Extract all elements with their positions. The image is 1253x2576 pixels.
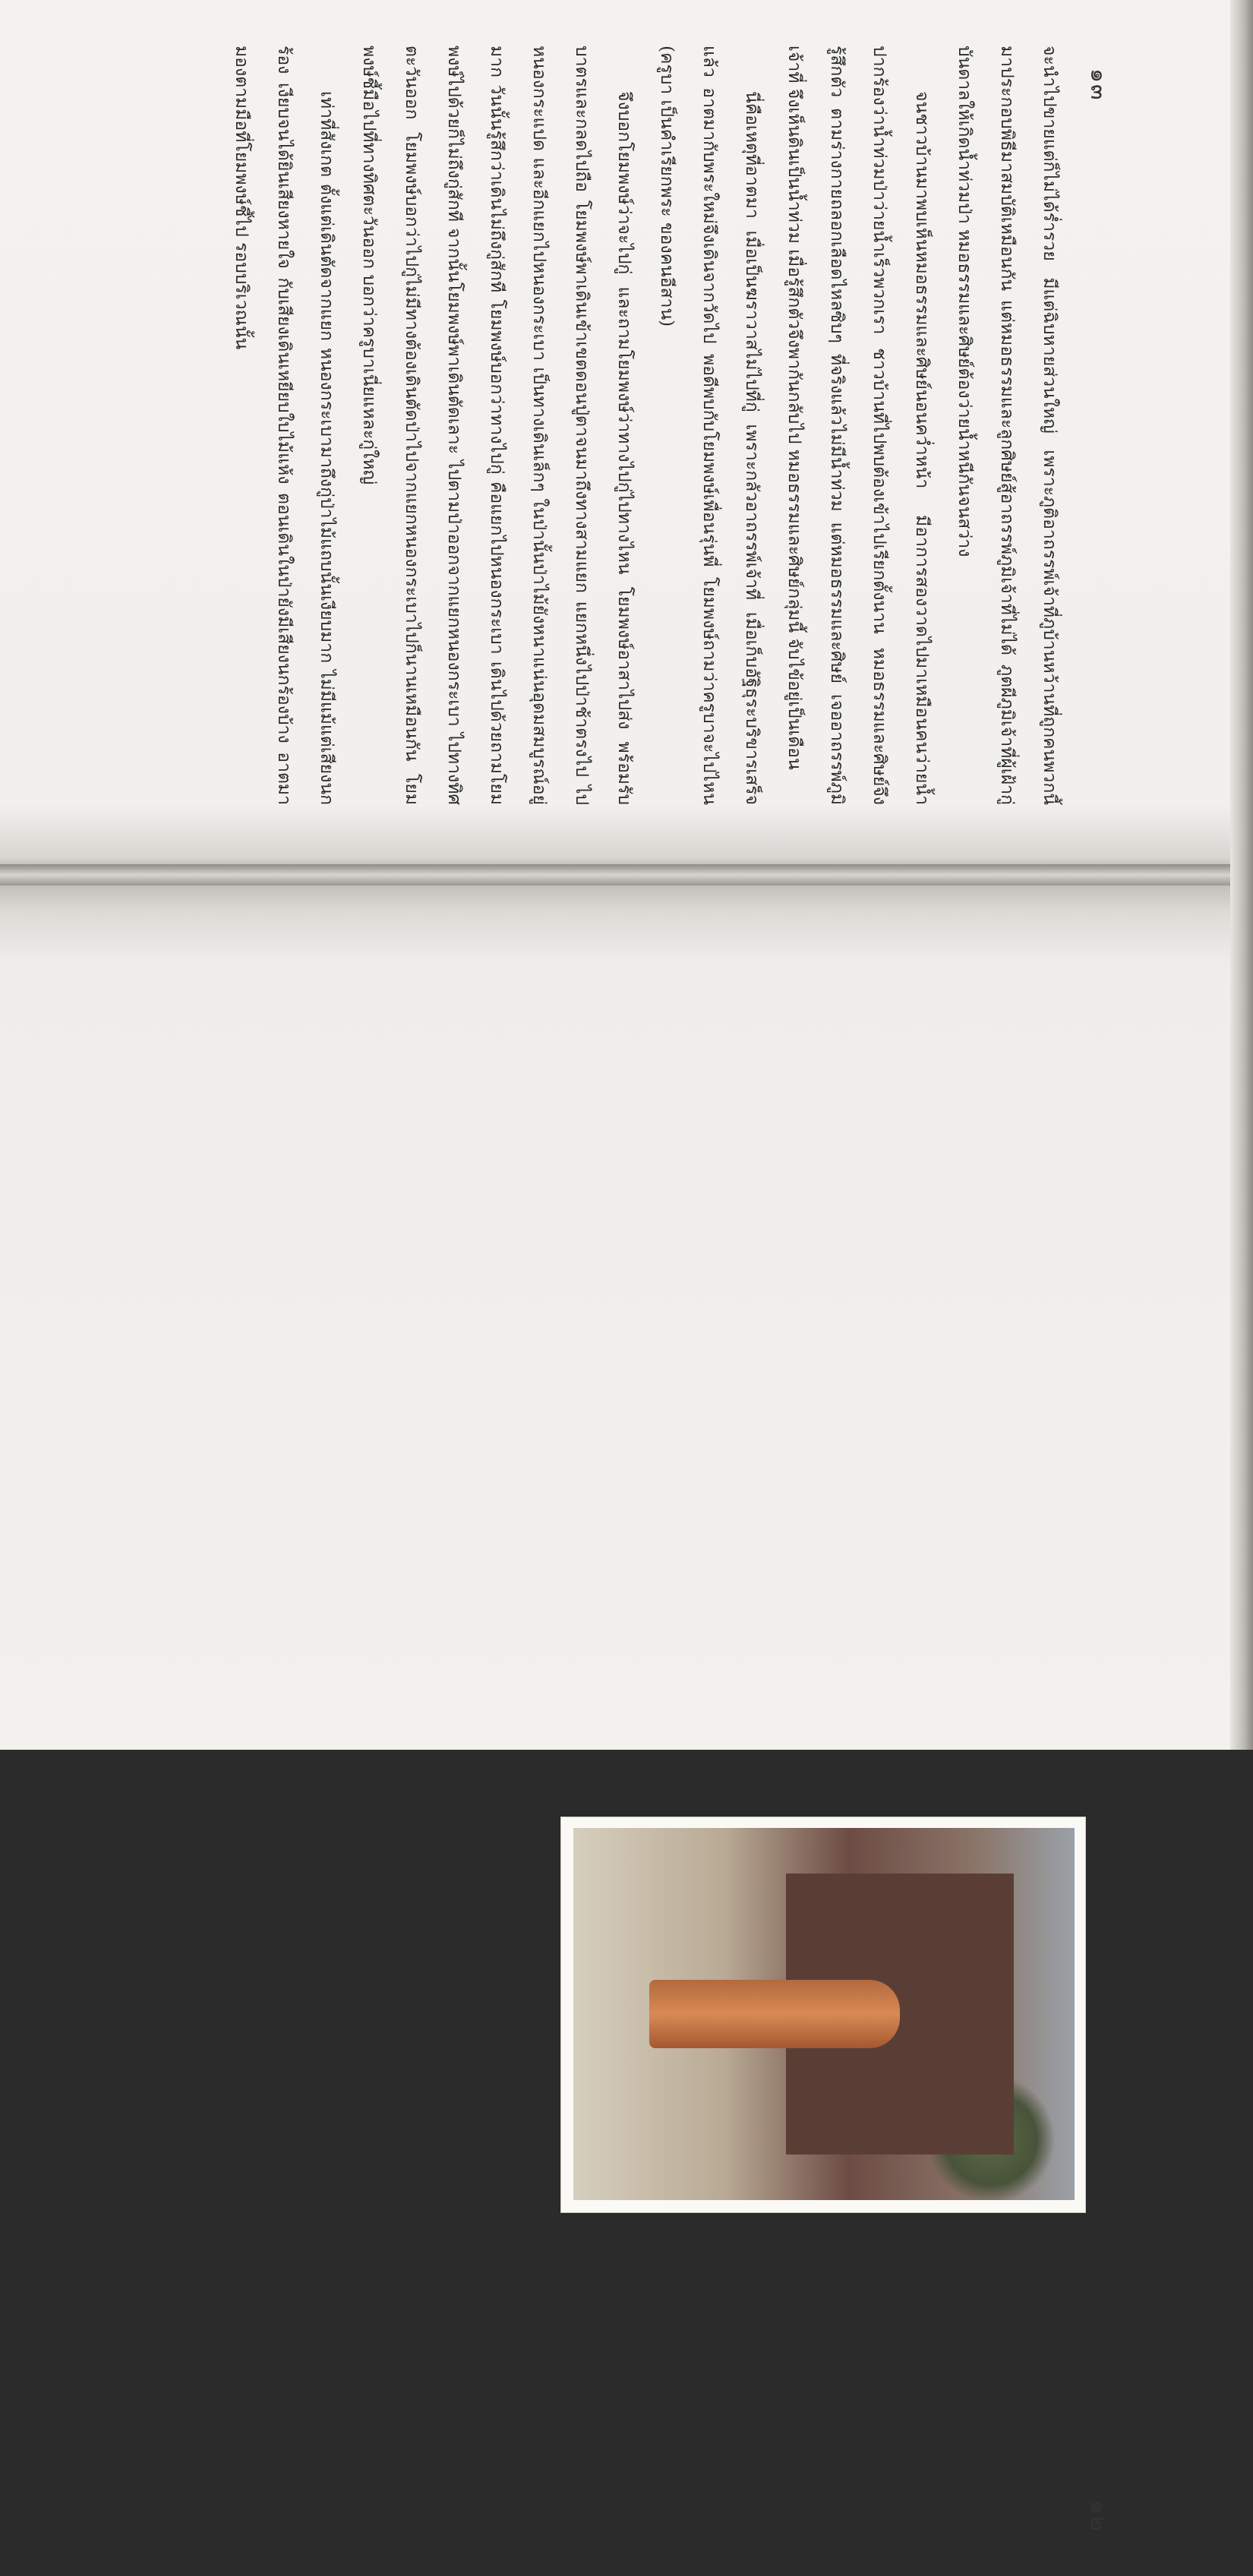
paragraph: เท่าที่สังเกต ตั้งแต่เดินตัดจากแยก หนองกระเบามาถึงกู่ป่าไม้แถบนั้นเงียบมาก ไม่มีแม้แต่เสียงนกร้อง เงียบจนได้ยินเสียงหายใจ กับเสียงเดินเหยียบใบไม้แห้ง ตอนเดินในป่ายังมีเสียงนกร้องบ้าง อาตมามองตามมือที่โยมพงษ์ชี้ไป รอบบริเวณนั้น [232,46,336,805]
page-13-content [137,46,1116,828]
paragraph: นี่คือเหตุที่อาตมา เมื่อเป็นฆราวาสไม่ไปที่กู่ เพราะกลัวอาถรรพ์เจ้าที่ เมื่อเก็บอัฐิธุระบริขารเสร็จแล้ว อาตมากับพระใหม่จึงเดินจากวัดไป พอดีพบกับโยมพงษ์เพื่อนรุ่นพี่ โยมพงษ์ถามว่าครูบาจะไปไหน (ครูบา เป็นคำเรียกพระ ของคนอีสาน) [657,46,762,805]
paragraph: จึงบอกโยมพงษ์ว่าจะไปกู่ และถามโยมพงษ์ว่าทางไปกู่ไปทางไหน โยมพงษ์อาสาไปส่ง พร้อมรับบาตรและกลดไปถือ โยมพงษ์พาเดินเข้าเขตดอนปู่ตาจนมาถึงทางสามแยก แยกหนึ่งไปป่าช้าตรงไป ไปหนองกระแปด และอีกแยกไปหนองกระเบา เป็นทางเดินเล็กๆ ในป่านั้นป่าไม้ยังหนาแน่นอุดมสมบูรณ์อยู่มาก วันนั้นรู้สึกว่าเดินไม่ถึงกู่สักที โยมพงษ์บอกว่าทางไปกู่ คือแยกไปหนองกระเบา เดินไปด้วยถามโยมพงษ์ไปด้วยก็ไม่ถึงกู่สักที จากนั้นโยมพงษ์พาเดินตัดเลาะ ไปตามป่าออกจากแยกหนองกระเบา ไปทางทิศตะวันออก โยมพงษ์บอกว่าไปกู่ไม่มีทางต้องเดินตัดป่าไปจากแยกหนองกระเบาไปก็นานเหมือนกัน โยมพงษ์ชี้มือไปที่ทางทิศตะวันออก บอกว่าครูบาเนี่ยแหละกู่ใหญ่ [359,46,634,805]
page-12 [0,875,1253,2553]
page-13-body [220,46,1071,805]
monk-figure [649,1980,900,2048]
paragraph: จะนำไปขายแต่ก็ไม่ได้ร่ำรวย มีแต่ฉิบหายส่วนใหญ่ เพราะภูติอาถรรพ์เจ้าที่ภูบ้านหว้านที่ถูกคนพวกนี้ มาประกอบพิธีมาสมบัติเหมือนกัน แต่หมอธรรมและลูกศิษย์สู้อาถรรพ์ภูมิเจ้าที่ไม่ได้ ภูตผีภูมิเจ้าที่ผู้เฝ้ากู่บันดาลให้เกิดน้ำท่วมป่า หมอธรรมและศิษย์ต้องว่ายน้ำหนีกันจนสว่าง [955,46,1059,805]
paragraph: ชาวบ้านเข้าไปหาเห็ดในป่าหลงทางมาที่กู่ พบงูใหญ่บ้างล่ะ พบชายแต่งกายเหมือนทหารสมัยโบราณสูงแปดศอก มือถือหอกดาบ เดินอยู่ที่กู่เมื่อชาวบ้านเดินตามไป ชายแต่งกายคล้ายทหารโบราณก็หายไปต่อหน้าต่อตา ชาวบ้านที่เห็นเหตุการณ์พากันวิ่งหนีไม่คิดชีวิต เพราะความกลัว บางคนมาหายของป่าที่กู่หาทางกลับบ้านไม่ถูก เดินวกไปวนมา ที่กู่ตั้งแต่เช้าจนค่ำ เมื่อพากันกราบไหว้ขอขมาเจ้าที่ จึงหา ทางกลับหมู่บ้านถูก อีกเรื่องมีหมอธรรมและศิษย์ (ธรรมคือผู้มีคาถาอาคม) เมื่อหมอธรรมประกอบพิธีแล้ว จะสามารถสื่อสารกับภูตผี ภูมิเจ้าที่ให้บอกที่ซ่อน ทรัพย์สมบัติที่ฝังไว้ เมื่อครั้งยังมีชีวิตอยู่ หากภูตผีภูมิเจ้าที่คนใดไม่บอก ก็จะใช้อาคมบังคับ ภูตผี ภูมิเจ้าที่ สู้อาคมของธรรมไม่ได้ ก็จะบอกที่ฝังทรัพย์สมบัติแก่ธรรม ธรรมและศิษย์ก็จะไปขุดเอาทรัพย์สมบัตินั้นตามที่ภูตผี ภูมิเจ้าที่บอก ส่วนมากก็ได้ทรัพย์สมบัตินั้นจริงๆ โบราณสถานต่างๆ ที่ถูกขุดจนได้รับความเสียหาย ส่วนมากก็มาจากคนพวกนี้ เมื่อได้ทรัพย์สมบัติ [125,1794,528,2553]
page-13 [0,0,1253,875]
paragraph: จนชาวบ้านมาพบเห็นหมอธรรมและศิษย์นอนคว่ำหน้า มีอาการสองวาดไปมาเหมือนคนว่ายน้ำ ปากร้องว่าน้ำท่วมป่าว่ายน้ำเร็วพวกเรา ชาวบ้านที่ไปพบต้องเข้าไปเรียกตั้งนาน หมอธรรมและศิษย์จึงรู้สึกตัว ตามร่างกายถลอกเลือดไหลซิบๆ ที่จริงแล้วไม่มีน้ำท่วม แต่หมอธรรมและศิษย์ เจออาถรรพ์ภูมิเจ้าที่ จึงเห็นดินเป็นน้ำท่วม เมื่อรู้สึกตัวจึงพากันกลับไป หมอธรรมและศิษย์กลุ่มนี้ จับไข้อยู่เป็นเดือน [784,46,932,805]
monk-photo-frame [560,1817,1086,2213]
page-number-12: ๑๒ [1085,2500,1112,2533]
page-12-content [125,1794,1116,2576]
monk-photo [573,1828,1075,2200]
book-spine [0,864,1253,886]
page-12-body [114,1794,539,2553]
page-edge-shadow [1230,0,1253,1750]
page-number-13: ๑๓ [1085,68,1112,102]
